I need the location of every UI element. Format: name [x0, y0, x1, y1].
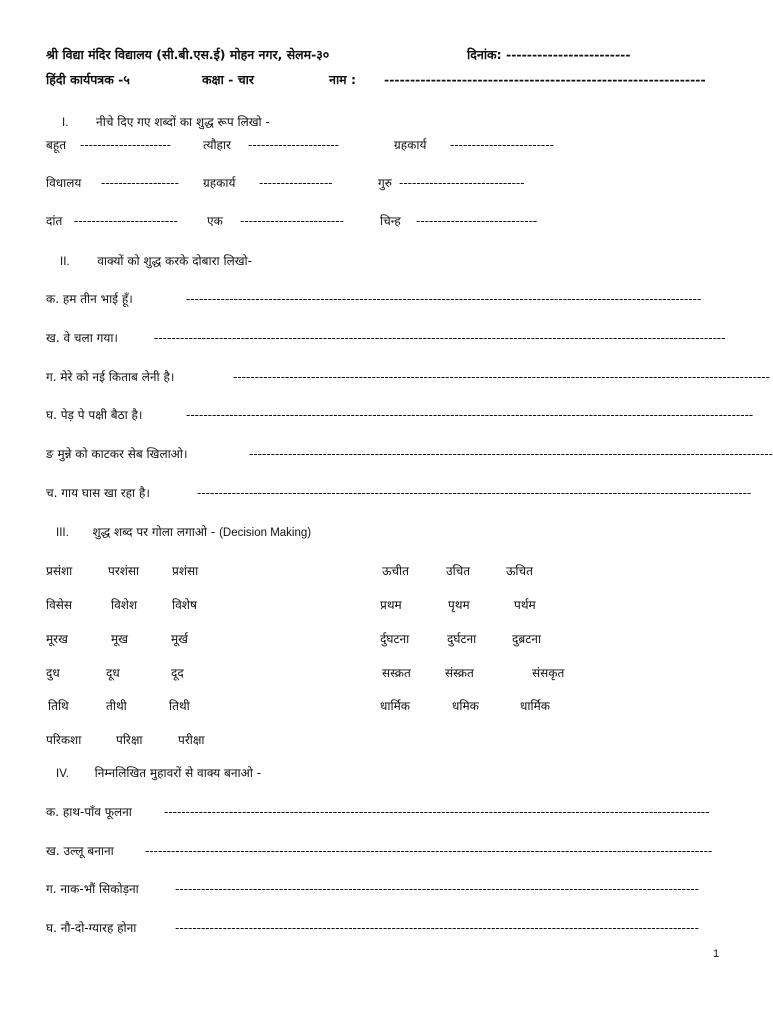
answer-blank: -----------------------------------------------------------------------------------------------------------------------------------: [186, 408, 754, 422]
section-3-title: शुद्ध शब्द पर गोला लगाओ -: [92, 525, 216, 539]
misspelled-word: ग्रहकार्य: [394, 138, 427, 152]
answer-blank: ---------------------: [80, 138, 171, 152]
idiom-label: क. हाथ-पाँव फूलना: [46, 805, 132, 819]
misspelled-word: बहूत: [46, 138, 67, 152]
header-line-1: [46, 46, 329, 64]
sentence-label: घ. पेड़ पे पक्षी बैठा है।: [46, 408, 143, 422]
answer-blank: ------------------------: [240, 214, 344, 228]
answer-blank: -----------------------------------------------------------------------------------------------------------------------: [186, 292, 702, 306]
section-3-heading: [56, 523, 311, 542]
word-option: संस्क्रत: [445, 666, 474, 680]
word-option: दूद: [171, 666, 184, 680]
word-option: विशेश: [111, 598, 138, 612]
word-option: धमिक: [452, 699, 479, 713]
answer-blank: ------------------------: [74, 214, 178, 228]
word-option: तिथी: [169, 699, 190, 713]
word-option: परीक्षा: [178, 733, 205, 747]
answer-blank: ---------------------: [248, 138, 339, 152]
sentence-label: च. गाय घास खा रहा है।: [46, 486, 150, 500]
word-option: धार्मिक: [380, 699, 410, 713]
word-option: दुध: [46, 666, 60, 680]
word-option: ऊचीत: [382, 564, 409, 578]
idiom-label: ख. उल्लू बनाना: [46, 844, 114, 858]
misspelled-word: त्यौहार: [203, 138, 231, 152]
idiom-label: ग. नाक-भौं सिकोड़ना: [46, 882, 139, 896]
misspelled-word: एक: [207, 214, 223, 228]
class-label: कक्षा - चार: [202, 72, 254, 87]
sentence-label: क. हम तीन भाई हूँ।: [46, 292, 133, 306]
section-4-title: निम्नलिखित मुहावरों से वाक्य बनाओ -: [94, 766, 262, 780]
word-option: तिथि: [48, 699, 69, 713]
word-option: दुब्रटना: [512, 632, 542, 646]
sentence-label: ख. वे चला गया।: [46, 331, 118, 345]
answer-blank: ------------------------------------------------------------------------------------------------------------------------------------: [154, 331, 726, 345]
section-2-number: II.: [60, 256, 70, 268]
word-option: पृथम: [448, 598, 470, 612]
name-label: नाम :: [329, 72, 357, 87]
word-option: धार्मिक: [520, 699, 550, 713]
section-3-number: III.: [56, 527, 69, 539]
word-option: परशंसा: [108, 564, 140, 578]
school-name: श्री विद्या मंदिर विद्यालय (सी.बी.एस.ई) मोहन नगर, सेलम-३०: [46, 47, 330, 62]
section-2-title: वाक्यों को शुद्ध करके दोबारा लिखो-: [97, 254, 252, 268]
name-blank: --------------------------------------------------------------: [384, 72, 706, 87]
word-option: प्रशंसा: [172, 564, 199, 578]
page-number: 1: [713, 948, 720, 960]
word-option: मूख: [111, 632, 128, 646]
section-1-number: I.: [62, 117, 69, 129]
word-option: दुर्घटना: [447, 632, 477, 646]
answer-blank: ------------------: [101, 176, 179, 190]
misspelled-word: विधालय: [46, 176, 82, 190]
word-option: परिकशा: [46, 733, 82, 747]
section-1-title: नीचे दिए गए शब्दों का शुद्ध रूप लिखो -: [96, 115, 270, 129]
misspelled-word: गुरु: [378, 176, 392, 190]
section-4-heading: [56, 764, 261, 783]
word-option: पर्थम: [514, 598, 536, 612]
answer-blank: -------------------------------------------------------------------------------------------------------------------------: [175, 882, 699, 896]
word-option: मूर्ख: [171, 632, 188, 646]
answer-blank: ----------------------------: [416, 214, 538, 228]
worksheet-title: हिंदी कार्यपत्रक -५: [46, 72, 130, 87]
date-blank: ------------------------: [506, 47, 631, 62]
misspelled-word: दांत: [46, 214, 63, 228]
date-label: दिनांक:: [467, 47, 502, 62]
word-option: दूध: [106, 666, 120, 680]
section-3-note: (Decision Making): [219, 527, 312, 539]
word-option: परिक्षा: [116, 733, 143, 747]
answer-blank: -----------------: [259, 176, 333, 190]
section-2-heading: [60, 252, 252, 271]
word-option: संसकृत: [532, 666, 565, 680]
date-field: [467, 46, 690, 64]
answer-blank: ------------------------------------------------------------------------------------------------------------------------------: [164, 805, 710, 819]
word-option: र्दुघटना: [380, 632, 410, 646]
word-option: प्रसंशा: [46, 564, 73, 578]
answer-blank: --------------------------------------------------------------------------------------------------------------------------------: [197, 486, 752, 500]
sentence-label: ङ मुन्ने को काटकर सेब खिलाओ।: [46, 447, 188, 461]
name-field: [384, 71, 720, 89]
word-option: विशेष: [172, 598, 197, 612]
misspelled-word: चिन्ह: [380, 214, 401, 228]
word-option: विसेस: [46, 598, 73, 612]
answer-blank: -----------------------------: [399, 176, 525, 190]
answer-blank: ------------------------: [450, 138, 554, 152]
word-option: मूरख: [46, 632, 68, 646]
section-1-heading: [62, 113, 270, 132]
answer-blank: -----------------------------------------------------------------------------------------------------------------------------------: [145, 844, 713, 858]
answer-blank: -------------------------------------------------------------------------------------------------------------------------: [175, 921, 699, 935]
answer-blank: -------------------------------------------------------------------------------------------------------------------------: [249, 447, 773, 461]
misspelled-word: ग्रहकार्य: [203, 176, 236, 190]
answer-blank: ----------------------------------------------------------------------------------------------------------------------------: [233, 370, 770, 384]
word-option: उचित: [446, 564, 471, 578]
word-option: सस्क्रत: [382, 666, 411, 680]
word-option: तीथी: [106, 699, 127, 713]
word-option: प्रथम: [380, 598, 402, 612]
section-4-number: IV.: [56, 768, 70, 780]
sentence-label: ग. मेरे को नई किताब लेनी है।: [46, 370, 175, 384]
idiom-label: घ. नौ-दो-ग्यारह होना: [46, 921, 137, 935]
word-option: ऊचित: [506, 564, 533, 578]
